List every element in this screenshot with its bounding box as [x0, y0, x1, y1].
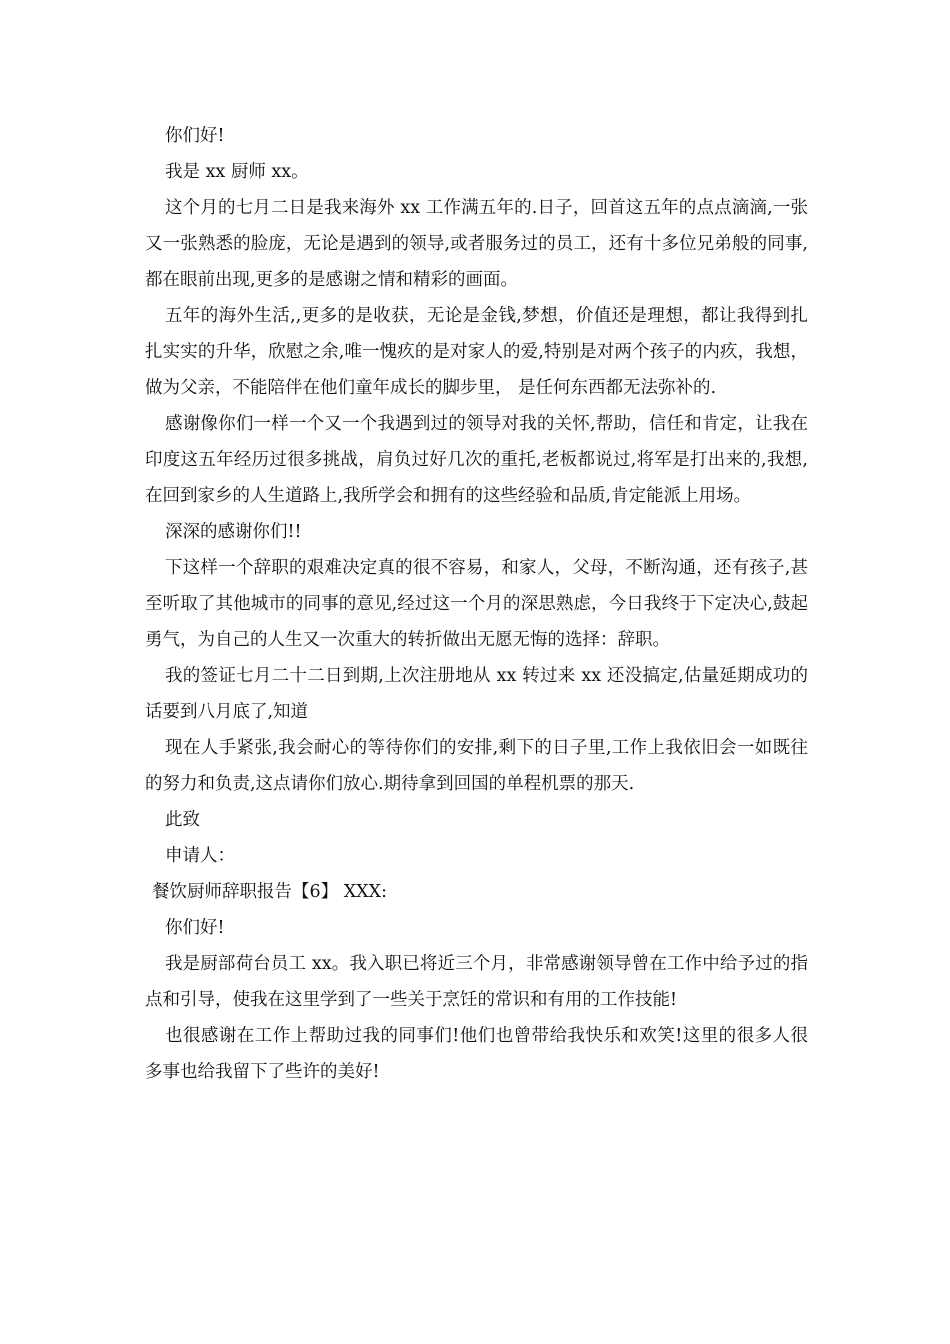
paragraph-introduction: 我是厨部荷台员工 xx。我入职已将近三个月，非常感谢领导曾在工作中给予过的指点和引导，使我在这里学到了一些关于烹饪的常识和有用的工作技能!: [145, 954, 808, 1010]
section-heading: 餐饮厨师辞职报告【6】 XXX:: [152, 882, 387, 902]
intro-line: 我是 xx 厨师 xx。: [165, 162, 309, 182]
document-body: [145, 118, 808, 1090]
greeting-line-2: 你们好!: [165, 918, 225, 938]
closing-line: 此致: [165, 810, 200, 830]
paragraph-overseas-life: 五年的海外生活,,更多的是收获，无论是金钱,梦想，价值还是理想，都让我得到扎扎实实的升华，欣慰之余,唯一愧疚的是对家人的爱,特别是对两个孩子的内疚，我想，做为父亲，不能陪伴在他们童年成长的脚步里， 是任何东西都无法弥补的.: [145, 306, 808, 398]
applicant-line: 申请人：: [165, 846, 235, 866]
paragraph-anniversary: 这个月的七月二日是我来海外 xx 工作满五年的.日子，回首这五年的点点滴滴,一张又一张熟悉的脸庞，无论是遇到的领导,或者服务过的员工，还有十多位兄弟般的同事,都在眼前出现,更多的是感谢之情和精彩的画面。: [145, 198, 808, 290]
greeting-line: 你们好!: [165, 126, 225, 146]
paragraph-gratitude: 感谢像你们一样一个又一个我遇到过的领导对我的关怀,帮助，信任和肯定，让我在印度这五年经历过很多挑战，肩负过好几次的重托,老板都说过,将军是打出来的,我想,在回到家乡的人生道路上,我所学会和拥有的这些经验和品质,肯定能派上用场。: [145, 414, 808, 506]
paragraph-handover: 现在人手紧张,我会耐心的等待你们的安排,剩下的日子里,工作上我依旧会一如既往的努力和负责,这点请你们放心.期待拿到回国的单程机票的那天.: [145, 738, 808, 794]
paragraph-decision: 下这样一个辞职的艰难决定真的很不容易，和家人，父母，不断沟通，还有孩子,甚至听取了其他城市的同事的意见,经过这一个月的深思熟虑，今日我终于下定决心,鼓起勇气，为自己的人生又一次重大的转折做出无愿无悔的选择：辞职。: [145, 558, 808, 650]
paragraph-visa: 我的签证七月二十二日到期,上次注册地从 xx 转过来 xx 还没搞定,估量延期成功的话要到八月底了,知道: [145, 666, 808, 722]
paragraph-thanks: 深深的感谢你们!!: [165, 522, 302, 542]
paragraph-colleagues: 也很感谢在工作上帮助过我的同事们!他们也曾带给我快乐和欢笑!这里的很多人很多事也给我留下了些许的美好!: [145, 1026, 808, 1082]
